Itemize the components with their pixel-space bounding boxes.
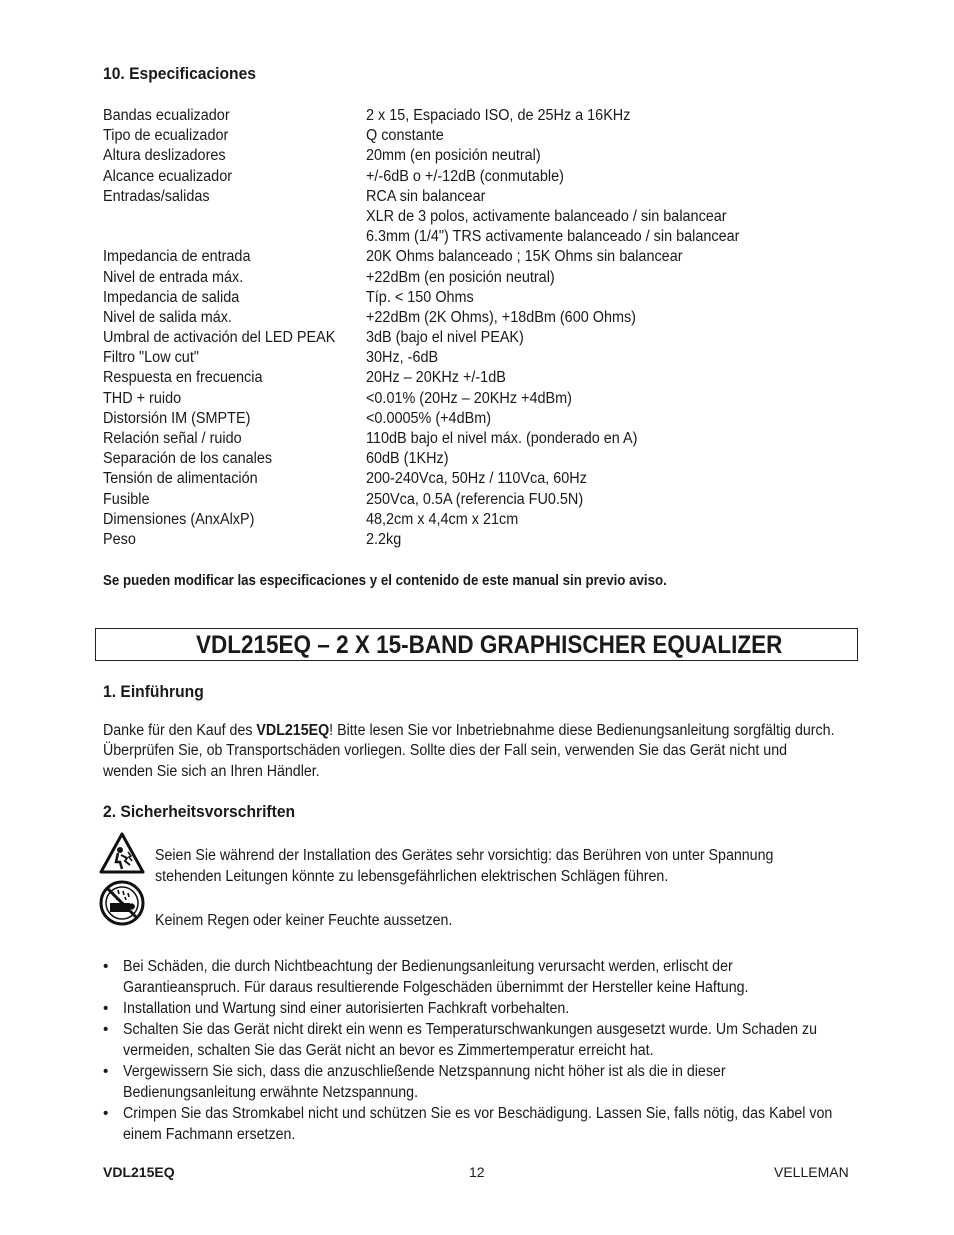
spec-value: 60dB (1KHz)	[366, 450, 449, 468]
electric-shock-warning-icon	[99, 832, 145, 874]
intro-product-name: VDL215EQ	[256, 722, 330, 739]
spec-row	[103, 429, 823, 449]
section-heading-specs: 10. Especificaciones	[103, 64, 257, 83]
spec-value: 6.3mm (1/4") TRS activamente balanceado / sin balancear	[366, 228, 740, 246]
document-title: VDL215EQ – 2 X 15-BAND GRAPHISCHER EQUALIZER	[196, 631, 783, 659]
spec-value: 250Vca, 0.5A (referencia FU0.5N)	[366, 490, 584, 508]
list-item	[103, 1019, 893, 1061]
spec-value: 110dB bajo el nivel máx. (ponderado en A)	[366, 430, 638, 447]
spec-value: 2.2kg	[366, 530, 402, 548]
spec-value: XLR de 3 polos, activamente balanceado / sin balancear	[366, 207, 727, 225]
spec-label: Nivel de entrada máx.	[103, 268, 244, 286]
spec-label	[103, 227, 348, 247]
intro-paragraph	[103, 721, 838, 782]
bullet-glyph: •	[103, 958, 109, 975]
spec-row	[103, 126, 823, 146]
spec-row	[103, 449, 823, 469]
bullet-glyph: •	[103, 1021, 109, 1038]
section-heading-intro: 1. Einführung	[103, 682, 204, 701]
spec-label: Nivel de salida máx.	[103, 308, 232, 326]
spec-row	[103, 106, 823, 126]
bullet-glyph: •	[103, 1063, 109, 1080]
specifications-table	[103, 106, 823, 550]
spec-row	[103, 247, 823, 267]
list-item	[103, 1103, 893, 1145]
spec-row	[103, 207, 823, 227]
spec-row	[103, 409, 823, 429]
spec-value: 3dB (bajo el nivel PEAK)	[366, 329, 524, 347]
spec-label: Peso	[103, 530, 136, 548]
spec-value: 200-240Vca, 50Hz / 110Vca, 60Hz	[366, 470, 587, 488]
intro-text-before: Danke für den Kauf des	[103, 722, 257, 739]
spec-notice: Se pueden modificar las especificaciones y el contenido de este manual sin previo aviso.	[103, 573, 667, 589]
list-item-text: Schalten Sie das Gerät nicht direkt ein wenn es Temperaturschwankungen ausgesetzt wurde. Um Schaden zu vermeiden, schalten Sie das Gerät nicht an bevor es Zimmertemperatur erreicht hat.	[123, 1021, 818, 1059]
spec-value: <0.01% (20Hz – 20KHz +4dBm)	[366, 389, 572, 407]
spec-value: 30Hz, -6dB	[366, 349, 439, 367]
spec-value: 2 x 15, Espaciado ISO, de 25Hz a 16KHz	[366, 107, 631, 124]
spec-row	[103, 389, 823, 409]
bullet-glyph: •	[103, 1105, 109, 1122]
bullet-glyph: •	[103, 1000, 109, 1017]
spec-value: +22dBm (2K Ohms), +18dBm (600 Ohms)	[366, 308, 636, 326]
spec-row	[103, 308, 823, 328]
spec-row	[103, 187, 823, 207]
spec-value: 48,2cm x 4,4cm x 21cm	[366, 510, 519, 528]
spec-value: 20K Ohms balanceado ; 15K Ohms sin balancear	[366, 248, 683, 266]
spec-label: Altura deslizadores	[103, 147, 226, 165]
spec-row	[103, 469, 823, 489]
spec-row	[103, 288, 823, 308]
spec-label: Impedancia de salida	[103, 288, 240, 306]
spec-label: Relación señal / ruido	[103, 430, 242, 447]
section-heading-safety: 2. Sicherheitsvorschriften	[103, 802, 296, 821]
spec-label: Fusible	[103, 490, 150, 508]
spec-value: <0.0005% (+4dBm)	[366, 409, 492, 427]
spec-label: Separación de los canales	[103, 450, 273, 468]
safety-bullet-list	[103, 956, 893, 1145]
spec-row	[103, 490, 823, 510]
list-item	[103, 956, 893, 998]
spec-row	[103, 227, 823, 247]
footer-page-number: 12	[469, 1164, 485, 1180]
spec-row	[103, 510, 823, 530]
intro-text-after: ! Bitte lesen Sie vor Inbetriebnahme diese Bedienungsanleitung sorgfältig durch. Überprüfen Sie, ob Transportschäden vorliegen. Sollte dies der Fall sein, verwenden Sie das Gerät nicht und wenden Sie sich an Ihren Händler.	[103, 722, 835, 780]
spec-label: Bandas ecualizador	[103, 107, 230, 124]
footer-model: VDL215EQ	[103, 1164, 175, 1180]
list-item-text: Installation und Wartung sind einer autorisierten Fachkraft vorbehalten.	[123, 1000, 570, 1017]
spec-label	[103, 207, 348, 227]
no-water-icon	[99, 880, 145, 926]
spec-row	[103, 167, 823, 187]
warning-shock-text: Seien Sie während der Installation des Gerätes sehr vorsichtig: das Berühren von unter Spannung stehenden Leitungen könnte zu lebensgefährlichen elektrischen Schlägen führen.	[155, 847, 774, 885]
spec-label: Tensión de alimentación	[103, 470, 258, 488]
spec-value: +/-6dB o +/-12dB (conmutable)	[366, 167, 564, 185]
spec-value: Típ. < 150 Ohms	[366, 288, 474, 306]
spec-label: Respuesta en frecuencia	[103, 369, 263, 387]
spec-label: Alcance ecualizador	[103, 167, 233, 185]
spec-value: 20mm (en posición neutral)	[366, 147, 541, 165]
spec-label: THD + ruido	[103, 389, 182, 407]
spec-value: Q constante	[366, 127, 444, 145]
list-item-text: Bei Schäden, die durch Nichtbeachtung der Bedienungsanleitung verursacht werden, erlischt der Garantieanspruch. Für daraus resultierende Folgeschäden übernimmt der Hersteller keine Haftung.	[123, 958, 749, 996]
spec-row	[103, 530, 823, 550]
warning-water-text: Keinem Regen oder keiner Feuchte aussetzen.	[155, 912, 453, 929]
spec-label: Distorsión IM (SMPTE)	[103, 409, 251, 427]
spec-label: Impedancia de entrada	[103, 248, 251, 266]
spec-label: Umbral de activación del LED PEAK	[103, 329, 336, 347]
spec-value: RCA sin balancear	[366, 187, 486, 205]
footer-brand: VELLEMAN	[774, 1164, 849, 1180]
spec-row	[103, 268, 823, 288]
spec-label: Tipo de ecualizador	[103, 127, 229, 145]
spec-row	[103, 328, 823, 348]
list-item-text: Vergewissern Sie sich, dass die anzuschließende Netzspannung nicht höher ist als die in dieser Bedienungsanleitung erwähnte Netzspannung.	[123, 1063, 726, 1101]
list-item-text: Crimpen Sie das Stromkabel nicht und schützen Sie es vor Beschädigung. Lassen Sie, falls nötig, das Kabel von einem Fachmann ersetzen.	[123, 1105, 833, 1143]
spec-label: Filtro "Low cut"	[103, 349, 199, 367]
spec-row	[103, 368, 823, 388]
list-item	[103, 1061, 893, 1103]
list-item	[103, 998, 893, 1019]
spec-row	[103, 348, 823, 368]
spec-row	[103, 146, 823, 166]
spec-label: Entradas/salidas	[103, 187, 210, 205]
spec-label: Dimensiones (AnxAlxP)	[103, 510, 255, 528]
spec-value: +22dBm (en posición neutral)	[366, 268, 555, 286]
spec-value: 20Hz – 20KHz +/-1dB	[366, 369, 506, 387]
title-banner	[95, 628, 858, 661]
